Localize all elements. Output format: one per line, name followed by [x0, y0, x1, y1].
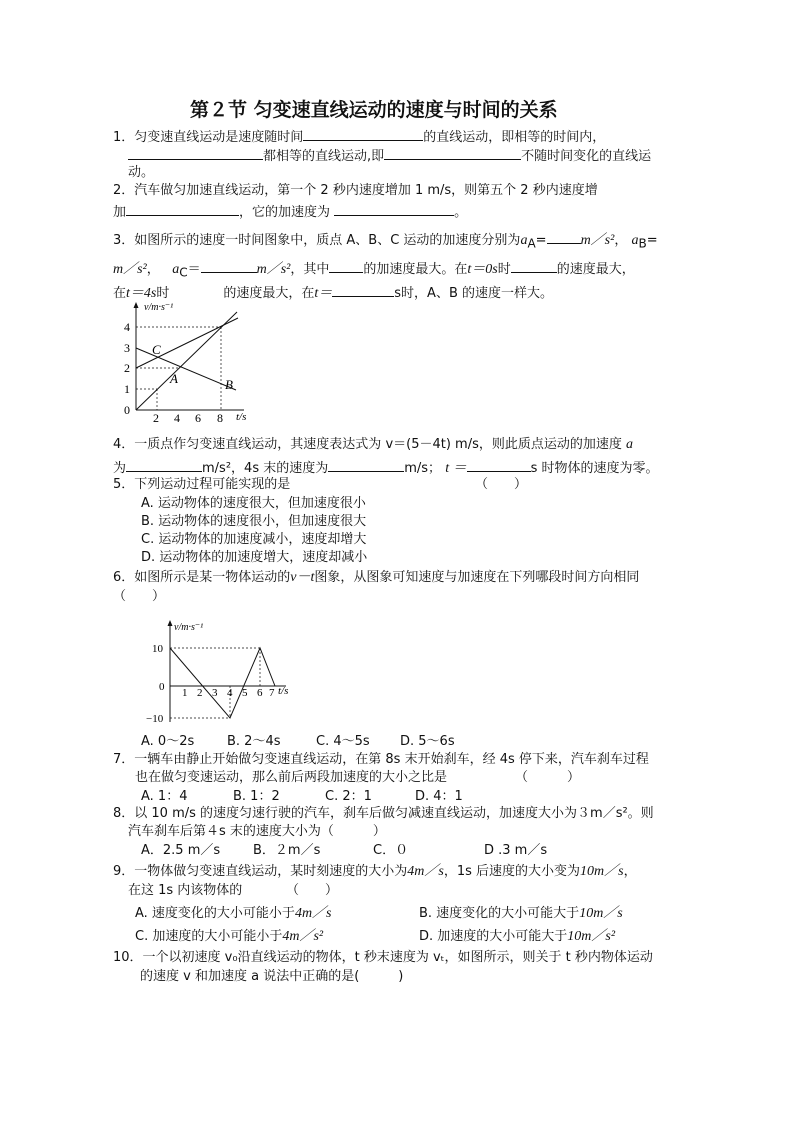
- unit: m／s²: [580, 233, 615, 248]
- question-text: 以 10 m/s 的速度匀速行驶的汽车，刹车后做匀减速直线运动，加速度大小为３m／s²。则: [134, 806, 654, 821]
- answer-blank[interactable]: [126, 458, 202, 472]
- question-text: s 时物体的速度为零。: [530, 461, 659, 476]
- line-label-c: C: [152, 342, 161, 357]
- question-text: 时: [497, 262, 511, 277]
- option-d[interactable]: D. 运动物体的加速度增大，速度却减小: [141, 550, 368, 565]
- question-number: 2．: [113, 183, 135, 198]
- q6-option-a[interactable]: A. 0～2s: [141, 734, 195, 749]
- question-text: 一物体做匀变速直线运动，某时刻速度的大小为: [134, 864, 408, 879]
- q6-option-d[interactable]: D. 5～6s: [400, 734, 455, 749]
- question-text: 的加速度最大。在: [363, 262, 468, 277]
- answer-blank[interactable]: [334, 202, 454, 216]
- question-number: 6．: [113, 570, 135, 585]
- option-text: D. 加速度的大小可能大于: [419, 929, 568, 944]
- question-text: s时，A、B 的速度一样大。: [394, 286, 553, 301]
- symbol-sub: B: [638, 236, 647, 251]
- question-text: m/s；: [404, 461, 442, 476]
- y-tick-label: 1: [124, 382, 130, 396]
- question-number: 3．: [113, 233, 135, 248]
- value: 4m／s: [407, 864, 444, 879]
- unit: m／s²: [113, 262, 147, 277]
- expression: v＝(5－4t) m/s: [385, 437, 479, 452]
- question-number: 7．: [113, 752, 135, 767]
- option-text: C. 加速度的大小可能小于: [135, 929, 283, 944]
- q7-option-a[interactable]: A. 1：4: [141, 789, 188, 804]
- y-tick-label: −10: [146, 713, 164, 725]
- answer-blank[interactable]: [329, 259, 363, 273]
- q8-option-b[interactable]: B．２m／s: [253, 843, 321, 858]
- answer-blank[interactable]: [384, 146, 521, 160]
- value: 4m／s: [294, 906, 332, 921]
- question-number: 9．: [113, 864, 135, 879]
- q9-option-d[interactable]: [419, 929, 615, 945]
- answer-blank[interactable]: [303, 127, 423, 141]
- question-text: 一质点作匀变速直线运动，其速度表达式为: [134, 437, 382, 452]
- question-text: 如图所示是某一物体运动的: [134, 570, 291, 585]
- q9-option-c[interactable]: [135, 929, 323, 945]
- y-axis-arrow: [134, 302, 139, 308]
- question-number: 5．: [113, 477, 135, 492]
- symbol-sub: A: [527, 236, 536, 251]
- question-text: 汽车刹车后第４s 末的速度大小为（ ）: [128, 824, 386, 839]
- question-text: =: [535, 233, 547, 248]
- question-text: 图象，从图象可知速度与加速度在下列哪段时间方向相同: [314, 570, 640, 585]
- question-text: =: [646, 233, 658, 248]
- y-axis-arrow: [168, 620, 173, 626]
- q8-option-c[interactable]: C．０: [373, 843, 409, 858]
- question-text: ，: [146, 262, 160, 277]
- y-axis-label: v/m·s⁻¹: [144, 302, 174, 313]
- question-number: 1．: [113, 130, 135, 145]
- x-tick-label: 2: [197, 687, 203, 699]
- symbol: a: [631, 233, 639, 248]
- answer-paren[interactable]: （ ）: [515, 770, 581, 785]
- question-text: 的速度 v 和加速度 a 说法中正确的是( ): [140, 969, 404, 984]
- symbol-sub: C: [179, 265, 188, 280]
- figure-2-vt-graph: [140, 618, 300, 730]
- question-text: m/s²，4s 末的速度为: [202, 461, 329, 476]
- answer-blank[interactable]: [328, 458, 404, 472]
- question-text: 动。: [128, 165, 155, 180]
- q9-option-b[interactable]: [419, 906, 623, 922]
- x-tick-label: 4: [174, 411, 180, 424]
- answer-blank[interactable]: [126, 202, 239, 216]
- x-tick-label: 4: [227, 687, 233, 699]
- line-label-b: B: [225, 377, 233, 392]
- symbol: t ＝: [445, 461, 467, 476]
- question-text: 的速度最大，: [556, 262, 635, 277]
- value: 10m／s: [580, 864, 624, 879]
- answer-blank[interactable]: [169, 283, 223, 297]
- symbol: v－t: [290, 570, 315, 585]
- question-text: ，: [623, 864, 637, 879]
- x-tick-label: 2: [153, 411, 159, 424]
- answer-blank[interactable]: [511, 259, 557, 273]
- y-tick-label: 10: [152, 643, 163, 655]
- question-text: 匀变速直线运动是速度随时间: [134, 130, 304, 145]
- question-text: 的速度最大，在: [223, 286, 315, 301]
- y-axis-label: v/m·s⁻¹: [174, 622, 204, 633]
- value: 10m／s: [579, 906, 623, 921]
- y-tick-label: 3: [124, 341, 130, 355]
- answer-blank[interactable]: [201, 259, 257, 273]
- unit: m／s²: [256, 262, 291, 277]
- x-tick-label: 8: [217, 411, 223, 424]
- answer-blank[interactable]: [332, 283, 394, 297]
- q7-option-b[interactable]: B. 1：2: [233, 789, 280, 804]
- figure-1-vt-graph: [112, 296, 262, 424]
- x-axis-label: t/s: [236, 411, 247, 423]
- x-tick-label: 5: [242, 687, 248, 699]
- question-text: 为: [113, 461, 127, 476]
- option-text: B. 速度变化的大小可能大于: [419, 906, 580, 921]
- q8-option-d[interactable]: D .3 m／s: [484, 843, 548, 858]
- y-tick-label: 2: [124, 361, 130, 375]
- question-text: 都相等的直线运动,即: [263, 149, 385, 164]
- symbol: a: [626, 437, 634, 452]
- answer-paren[interactable]: （ ）: [113, 589, 166, 604]
- value: 4m／s²: [282, 929, 324, 944]
- y-tick-label: 0: [159, 681, 165, 693]
- question-number: 4．: [113, 437, 135, 452]
- symbol: a: [520, 233, 528, 248]
- x-axis-label: t/s: [278, 685, 289, 697]
- question-text: ，它的加速度为: [239, 205, 331, 220]
- question-text: 的直线运动，即相等的时间内，: [423, 130, 606, 145]
- answer-blank[interactable]: [547, 230, 581, 244]
- question-text: ，其中: [290, 262, 330, 277]
- velocity-line: [170, 648, 275, 718]
- question-text: ，1s 后速度的大小变为: [443, 864, 581, 879]
- line-label-a: A: [170, 371, 178, 386]
- q7-option-c[interactable]: C. 2：1: [325, 789, 372, 804]
- question-text: 不随时间变化的直线运: [521, 149, 652, 164]
- option-b[interactable]: B. 运动物体的速度很小，但加速度很大: [141, 514, 367, 529]
- option-text: A. 速度变化的大小可能小于: [135, 906, 295, 921]
- question-text: 在这 1s 内该物体的: [128, 883, 243, 898]
- symbol: t＝: [314, 286, 333, 301]
- answer-blank[interactable]: [128, 146, 263, 160]
- option-a[interactable]: A. 运动物体的速度很大，但加速度很小: [141, 496, 366, 511]
- question-text: ，则此质点运动的加速度: [478, 437, 622, 452]
- question-text: 加: [113, 205, 127, 220]
- y-tick-label: 0: [124, 403, 130, 417]
- question-number: 8．: [113, 806, 135, 821]
- question-text: 一辆车由静止开始做匀变速直线运动，在第 8s 末开始刹车，经 4s 停下来，汽车刹车过程: [134, 752, 649, 767]
- q6-option-b[interactable]: B. 2～4s: [227, 734, 281, 749]
- question-text: 如图所示的速度一时间图象中，质点 A、B、C 运动的加速度分别为: [134, 233, 521, 248]
- q6-option-c[interactable]: C. 4～5s: [316, 734, 370, 749]
- question-text: 也在做匀变速运动，那么前后两段加速度的大小之比是: [135, 770, 448, 785]
- x-tick-label: 7: [269, 687, 275, 699]
- symbol: t＝0s: [467, 262, 498, 277]
- value: 10m／s²: [567, 929, 616, 944]
- question-text: 在: [113, 286, 127, 301]
- y-tick-label: 4: [124, 320, 130, 334]
- answer-paren[interactable]: （ ）: [475, 477, 528, 492]
- x-tick-label: 3: [212, 687, 218, 699]
- question-text: 。: [454, 205, 468, 220]
- q9-option-a[interactable]: [135, 906, 332, 922]
- x-tick-label: 6: [257, 687, 263, 699]
- question-number: 10．: [113, 950, 143, 965]
- question-text: 一个以初速度 v₀沿直线运动的物体，t 秒末速度为 vₜ，如图所示，则关于 t 秒内物体运动: [142, 950, 653, 965]
- q7-option-d[interactable]: D. 4：1: [415, 789, 463, 804]
- page-title: 第２节 匀变速直线运动的速度与时间的关系: [190, 99, 558, 121]
- question-text: 时: [156, 286, 170, 301]
- question-text: ，: [614, 233, 628, 248]
- answer-paren[interactable]: （ ）: [286, 883, 339, 898]
- symbol: t＝4s: [126, 286, 157, 301]
- question-text: 汽车做匀加速直线运动，第一个 2 秒内速度增加 1 m/s，则第五个 2 秒内速度增: [134, 183, 598, 198]
- x-tick-label: 1: [182, 687, 188, 699]
- question-text: 下列运动过程可能实现的是: [134, 477, 291, 492]
- symbol: a: [172, 262, 180, 277]
- question-text: ＝: [187, 262, 201, 277]
- q8-option-a[interactable]: A．2.5 m／s: [141, 843, 221, 858]
- option-c[interactable]: C. 运动物体的加速度减小，速度却增大: [141, 532, 367, 547]
- answer-blank[interactable]: [467, 458, 531, 472]
- x-tick-label: 6: [195, 411, 201, 424]
